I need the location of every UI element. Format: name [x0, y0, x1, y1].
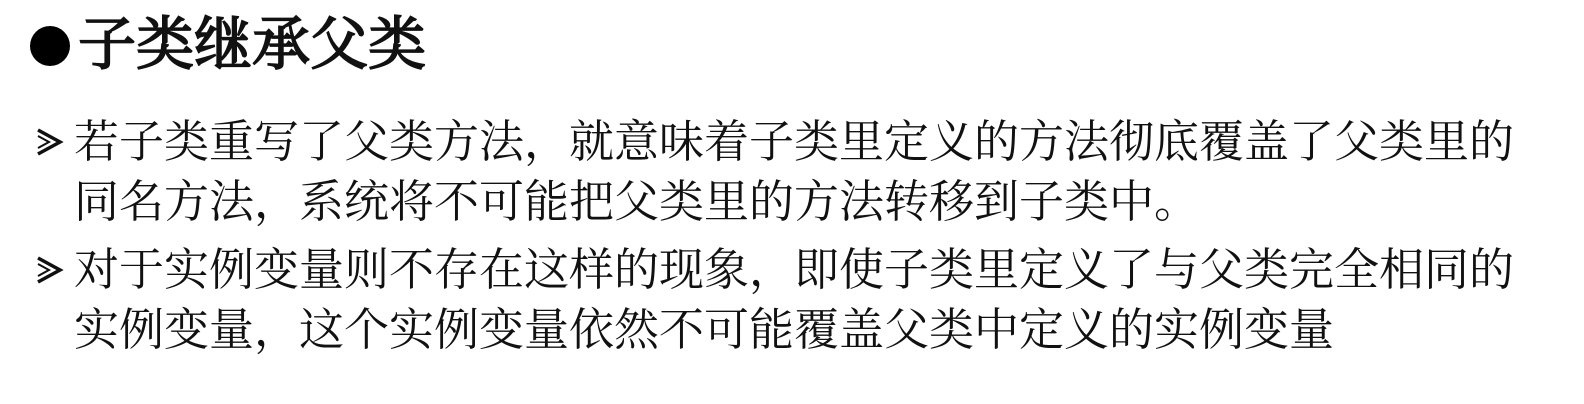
arrow-bullet-icon [34, 112, 74, 172]
filled-circle-icon [30, 26, 70, 66]
bullet-item-2 [34, 240, 1534, 360]
bullet-text-1: 若子类重写了父类方法，就意味着子类里定义的方法彻底覆盖了父类里的同名方法，系统将不可能把父类里的方法转移到子类中。 [74, 115, 1515, 228]
heading-text: 子类继承父类 [78, 10, 427, 78]
arrow-bullet-icon [34, 240, 74, 300]
slide-heading [30, 8, 426, 80]
bullet-item-1 [34, 112, 1534, 232]
bullet-text-2: 对于实例变量则不存在这样的现象，即使子类里定义了与父类完全相同的实例变量，这个实例变量依然不可能覆盖父类中定义的实例变量 [74, 243, 1515, 356]
